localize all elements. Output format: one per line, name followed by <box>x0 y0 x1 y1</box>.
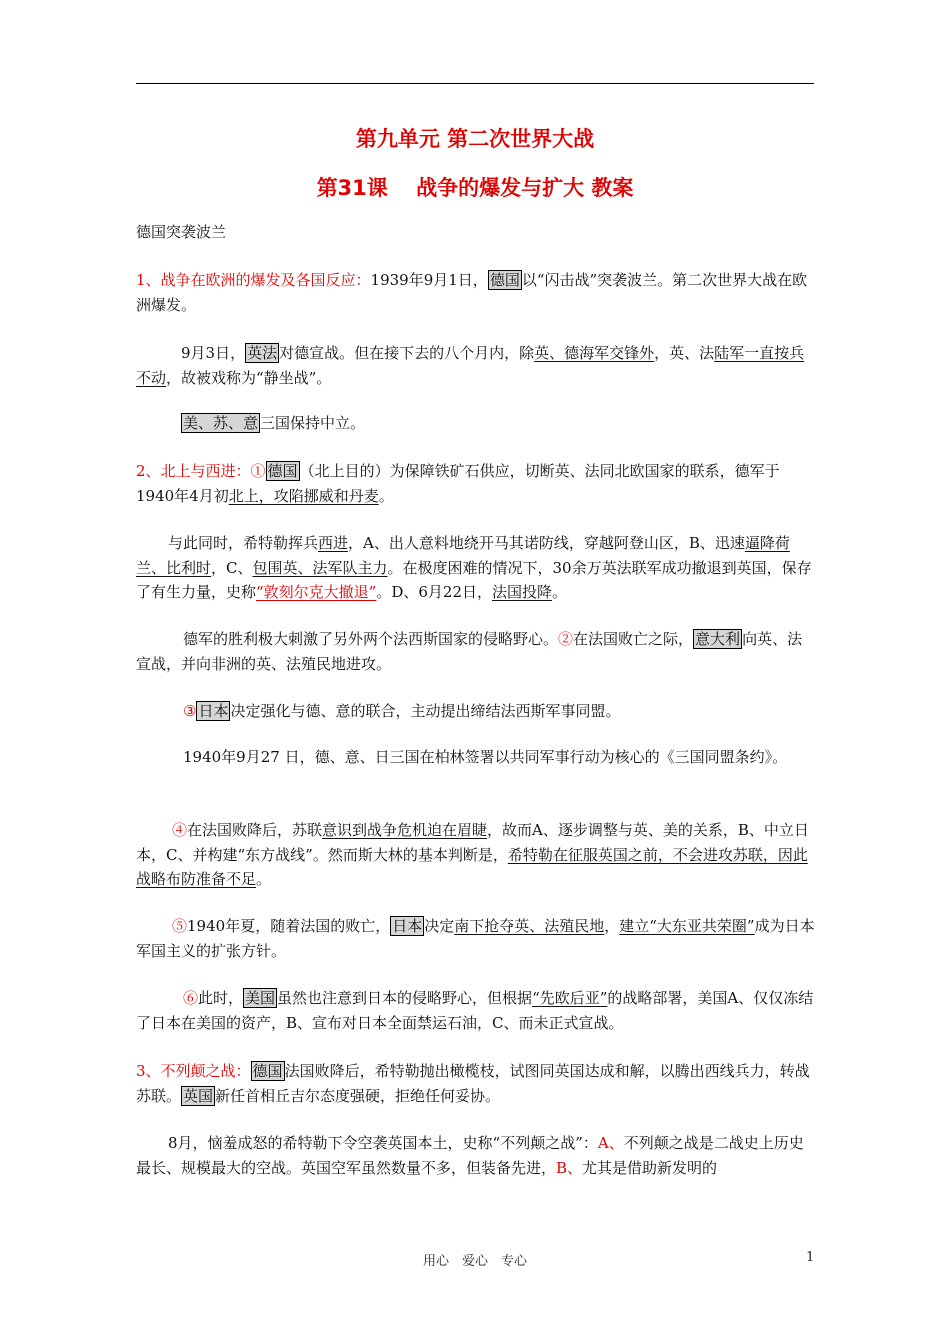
paragraph-12 <box>136 1059 816 1108</box>
underlined-red-text: “敦刻尔克大撤退” <box>256 583 377 601</box>
keyword-box: 德国 <box>489 271 520 289</box>
text: 8月，恼羞成怒的希特勒下令空袭英国本土，史称“不列颠之战”： <box>168 1134 598 1152</box>
paragraph-8 <box>136 745 816 770</box>
keyword-box: 德国 <box>252 1062 283 1080</box>
paragraph-4 <box>136 459 816 508</box>
text: 。 <box>256 870 272 888</box>
text: 在法国败降后，苏联 <box>187 821 323 839</box>
text: 法国败降后，希特勒抛出橄榄枝，试图同英国达成和解，以腾出西线兵力，转战苏联。 <box>136 1062 810 1105</box>
paragraph-5 <box>136 531 816 605</box>
page-number: 1 <box>806 1250 815 1265</box>
text: 新任首相丘吉尔态度强硬，拒绝任何妥协。 <box>215 1086 501 1105</box>
text: 的战略部署，美国A、仅仅冻结了日本在美国的资产，B、宣布对日本全面禁运石油，C、而未正式宣战。 <box>136 989 814 1032</box>
text: ， <box>604 917 620 935</box>
text: 。D、6月22日， <box>376 583 493 601</box>
keyword-box: 英国 <box>183 1086 214 1105</box>
underlined-text: 英、德海军交锋外 <box>534 344 655 362</box>
underlined-text: 北上，攻陷挪威和丹麦 <box>228 486 379 505</box>
underlined-text: 意识到战争危机迫在眉睫 <box>322 821 488 839</box>
paragraph-3 <box>136 411 816 436</box>
text: （北上目的）为保障铁矿石供应，切断英、法同北欧国家的联系，德军于1940年4月初 <box>136 462 780 505</box>
keyword-box: 英法 <box>247 344 278 362</box>
underlined-text: 希特勒在征服英国之前，不会进攻苏联，因此战略布防准备不足 <box>136 845 808 888</box>
keyword-box: 意大利 <box>695 630 741 648</box>
circled-number: ④ <box>172 821 188 839</box>
paragraph-2 <box>136 341 816 390</box>
keyword-box: 日本 <box>198 702 229 720</box>
paragraph-7 <box>136 699 816 724</box>
text: ，A、出人意料地绕开马其诺防线，穿越阿登山区，B、迅速 <box>348 534 745 552</box>
text: 决定 <box>424 917 455 935</box>
circled-number: ⑤ <box>172 917 188 935</box>
underlined-text: 包围英、法军队主力 <box>252 558 388 577</box>
circled-number: ⑥ <box>183 989 199 1007</box>
heading-3: 3、不列颠之战： <box>136 1062 251 1080</box>
unit-title: 第九单元 第二次世界大战 <box>355 127 595 151</box>
paragraph-13 <box>136 1131 816 1180</box>
text: ，英、法 <box>654 344 715 362</box>
underlined-text: “先欧后亚” <box>532 989 608 1007</box>
text: 尤其是借助新发明的 <box>582 1158 718 1177</box>
text: 对德宣战。但在接下去的八个月内，除 <box>279 344 535 362</box>
circled-number: ② <box>558 630 574 648</box>
header-rule <box>136 83 814 84</box>
circled-number: ③ <box>183 702 197 720</box>
heading-1: 1、战争在欧洲的爆发及各国反应： <box>136 271 371 289</box>
text: 成为日本军国主义的扩张方针。 <box>136 917 815 960</box>
text: 在法国败亡之际， <box>573 630 694 648</box>
text: 向英、法宣战，并向非洲的英、法殖民地进攻。 <box>136 630 803 673</box>
paragraph-10 <box>136 914 816 963</box>
text: 与此同时，希特勒挥兵 <box>168 534 319 552</box>
paragraph-1 <box>136 268 816 317</box>
text: 德军的胜利极大刺激了另外两个法西斯国家的侵略野心。 <box>183 630 559 648</box>
underlined-text: 逼降荷兰、比利时 <box>136 534 790 577</box>
text: ，C、 <box>211 558 253 577</box>
text: ，故而A、逐步调整与英、美的关系，B、中立日本，C、并构建“东方战线”。然而斯大林的基本判断是， <box>136 821 809 864</box>
paragraph-9 <box>136 818 816 892</box>
list-marker: A、 <box>597 1134 624 1152</box>
underlined-text: 法国投降 <box>492 583 553 601</box>
heading-2: 2、北上与西进：① <box>136 462 266 480</box>
keyword-box: 美、苏、意 <box>183 414 259 432</box>
text: 1940年夏，随着法国的败亡， <box>187 917 391 935</box>
text: 。 <box>552 583 568 601</box>
section-heading: 德国突袭波兰 <box>136 223 227 241</box>
lesson-title: 第31课 战争的爆发与扩大 教案 <box>316 176 634 200</box>
keyword-box: 美国 <box>245 989 276 1007</box>
page-footer: 用心 爱心 专心 <box>422 1254 527 1269</box>
paragraph-11 <box>136 986 816 1035</box>
text: 不列颠之战是二战史上历史最长、规模最大的空战。英国空军虽然数量不多，但装备先进， <box>136 1134 804 1177</box>
underlined-text: 建立“大东亚共荣圈” <box>619 917 755 935</box>
paragraph-6 <box>136 627 816 676</box>
text: 1939年9月1日， <box>370 271 488 289</box>
keyword-box: 德国 <box>267 462 298 480</box>
text: 。 <box>378 486 394 505</box>
keyword-box: 日本 <box>392 917 423 935</box>
underlined-text: 陆军一直按兵不动 <box>136 344 805 387</box>
underlined-text: 西进 <box>318 534 349 552</box>
list-marker: B、 <box>556 1158 583 1177</box>
text: 。在极度困难的情况下，30余万英法联军成功撤退到英国，保存了有生力量，史称 <box>136 558 812 601</box>
underlined-text: 南下抢夺英、法殖民地 <box>454 917 605 935</box>
text: 以“闪击战”突袭波兰。第二次世界大战在欧洲爆发。 <box>136 271 808 314</box>
text: 1940年9月27 日，德、意、日三国在柏林签署以共同军事行动为核心的《三国同盟条约》。 <box>183 748 788 766</box>
text: 决定强化与德、意的联合，主动提出缔结法西斯军事同盟。 <box>230 702 621 720</box>
text: 9月3日， <box>181 344 246 362</box>
text: 虽然也注意到日本的侵略野心，但根据 <box>277 989 533 1007</box>
text: ，故被戏称为“静坐战”。 <box>166 368 332 387</box>
text: 三国保持中立。 <box>260 414 366 432</box>
text: 此时， <box>198 989 244 1007</box>
